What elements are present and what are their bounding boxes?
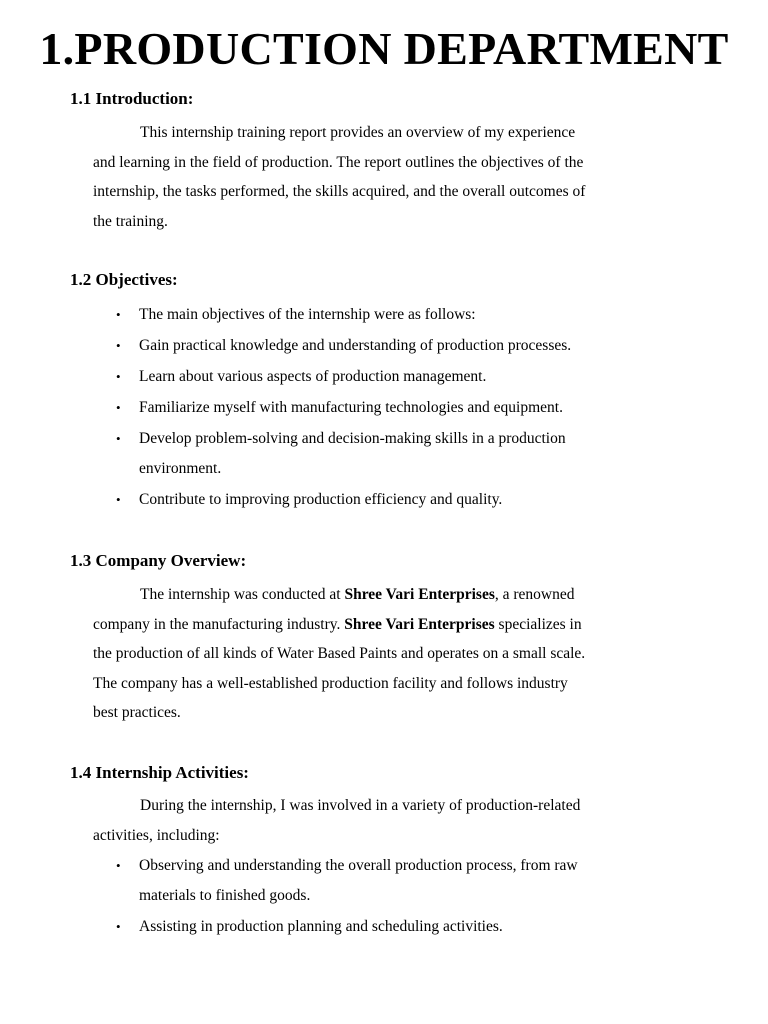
bullet-icon: • [116,400,121,415]
paragraph-line [93,610,683,640]
list-item-text: The main objectives of the internship were as follows: [139,306,476,323]
list-item [0,424,768,483]
list-item-text: Observing and understanding the overall production process, from raw [139,857,578,874]
list-item-text: Assisting in production planning and scheduling activities. [139,917,503,935]
company-name: Shree Vari Enterprises [344,615,495,633]
section-heading-objectives: 1.2 Objectives: [70,270,178,289]
list-item [0,300,768,330]
paragraph-line: the training. [93,212,168,230]
list-item-text: Learn about various aspects of production management. [139,368,487,385]
paragraph-line: During the internship, I was involved in a variety of production-related [140,797,581,814]
paragraph-line [93,580,683,610]
list-item-text: Gain practical knowledge and understanding of production processes. [139,337,572,354]
bullet-icon: • [116,858,121,873]
bullet-icon: • [116,369,121,384]
text-run: The internship was conducted at [140,586,345,603]
page-title: 1.PRODUCTION DEPARTMENT [39,23,729,74]
bullet-icon: • [116,431,121,446]
list-item [0,851,768,910]
bullet-icon: • [116,491,121,507]
bullet-icon: • [116,918,121,934]
text-run: , a renowned [494,586,575,603]
list-item [0,485,768,515]
list-item-text: materials to finished goods. [139,886,311,904]
paragraph-line: internship, the tasks performed, the skills acquired, and the overall outcomes of [93,183,586,200]
list-item [0,912,768,942]
internship-activities-paragraph [93,791,683,850]
section-heading-internship-activities: 1.4 Internship Activities: [70,763,249,782]
paragraph-line: the production of all kinds of Water Based Paints and operates on a small scale. [93,645,586,662]
list-item-text: Contribute to improving production efficiency and quality. [139,490,503,508]
list-item [0,331,768,361]
introduction-paragraph [93,118,683,236]
activities-list [0,851,768,943]
section-heading-company-overview: 1.3 Company Overview: [70,551,247,570]
company-name: Shree Vari Enterprises [344,586,495,603]
list-item [0,393,768,423]
bullet-icon: • [116,338,121,353]
list-item-text: Develop problem-solving and decision-making skills in a production [139,430,566,447]
objectives-list [0,300,768,516]
list-item-text: environment. [139,459,222,477]
list-item-text: Familiarize myself with manufacturing technologies and equipment. [139,399,563,416]
list-item [0,362,768,392]
text-run: company in the manufacturing industry. [93,615,345,633]
section-heading-introduction: 1.1 Introduction: [70,89,194,108]
paragraph-line: best practices. [93,704,181,721]
paragraph-line: activities, including: [93,826,220,844]
paragraph-line: The company has a well-established production facility and follows industry [93,674,568,692]
text-run: specializes in [494,615,582,633]
paragraph-line: and learning in the field of production. The report outlines the objectives of the [93,153,584,171]
paragraph-line: This internship training report provides an overview of my experience [140,124,576,141]
bullet-icon: • [116,307,121,322]
company-overview-paragraph [93,580,683,728]
